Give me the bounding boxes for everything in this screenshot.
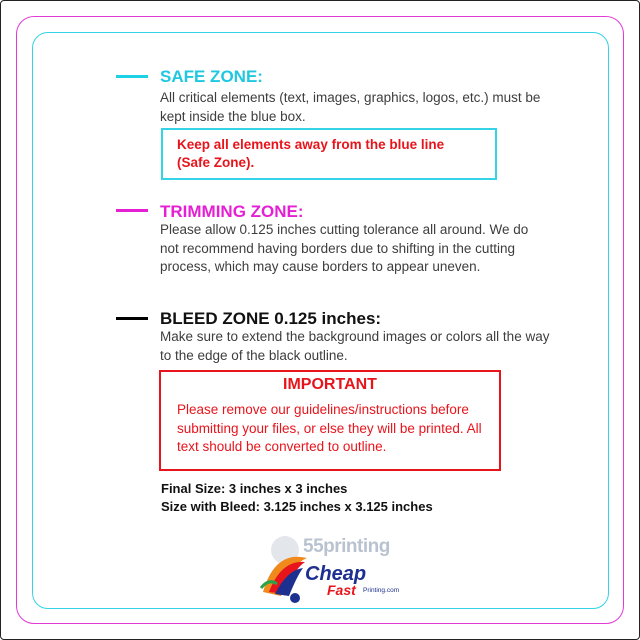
logo-printing-text: Printing.com: [363, 587, 400, 594]
logo-fast-text: Fast: [327, 582, 356, 598]
trimming-zone-heading: TRIMMING ZONE:: [160, 202, 304, 221]
final-size-text: Final Size: 3 inches x 3 inches: [161, 481, 348, 496]
safe-zone-heading: SAFE ZONE:: [160, 67, 263, 86]
important-title: IMPORTANT: [283, 376, 377, 393]
safe-zone-legend-line: [116, 75, 148, 78]
important-notice-box: [159, 370, 501, 471]
bleed-zone-legend-line: [116, 317, 148, 320]
bleed-size-text: Size with Bleed: 3.125 inches x 3.125 inches: [161, 499, 433, 514]
important-text: Please remove our guidelines/instructions before submitting your files, or else they will be printed. All text should be converted to outline.: [177, 402, 482, 454]
safe-zone-note-text: Keep all elements away from the blue line (Safe Zone).: [177, 137, 445, 170]
trimming-zone-legend-line: [116, 209, 148, 212]
logo-cheap-text: Cheap: [305, 563, 367, 585]
logo-55printing-text: 55printing: [303, 536, 390, 557]
safe-zone-note-box: [161, 128, 497, 180]
safe-zone-description: All critical elements (text, images, graphics, logos, etc.) must be kept inside the blue box.: [160, 90, 541, 124]
bleed-zone-heading: BLEED ZONE 0.125 inches:: [160, 309, 382, 328]
trimming-zone-description: Please allow 0.125 inches cutting tolerance all around. We do not recommend having borders due to shifting in the cutting process, which may cause borders to appear uneven.: [160, 222, 529, 274]
bleed-zone-description: Make sure to extend the background images or colors all the way to the edge of the black outline.: [160, 329, 550, 363]
cheap-fast-printing-logo: [255, 530, 400, 610]
